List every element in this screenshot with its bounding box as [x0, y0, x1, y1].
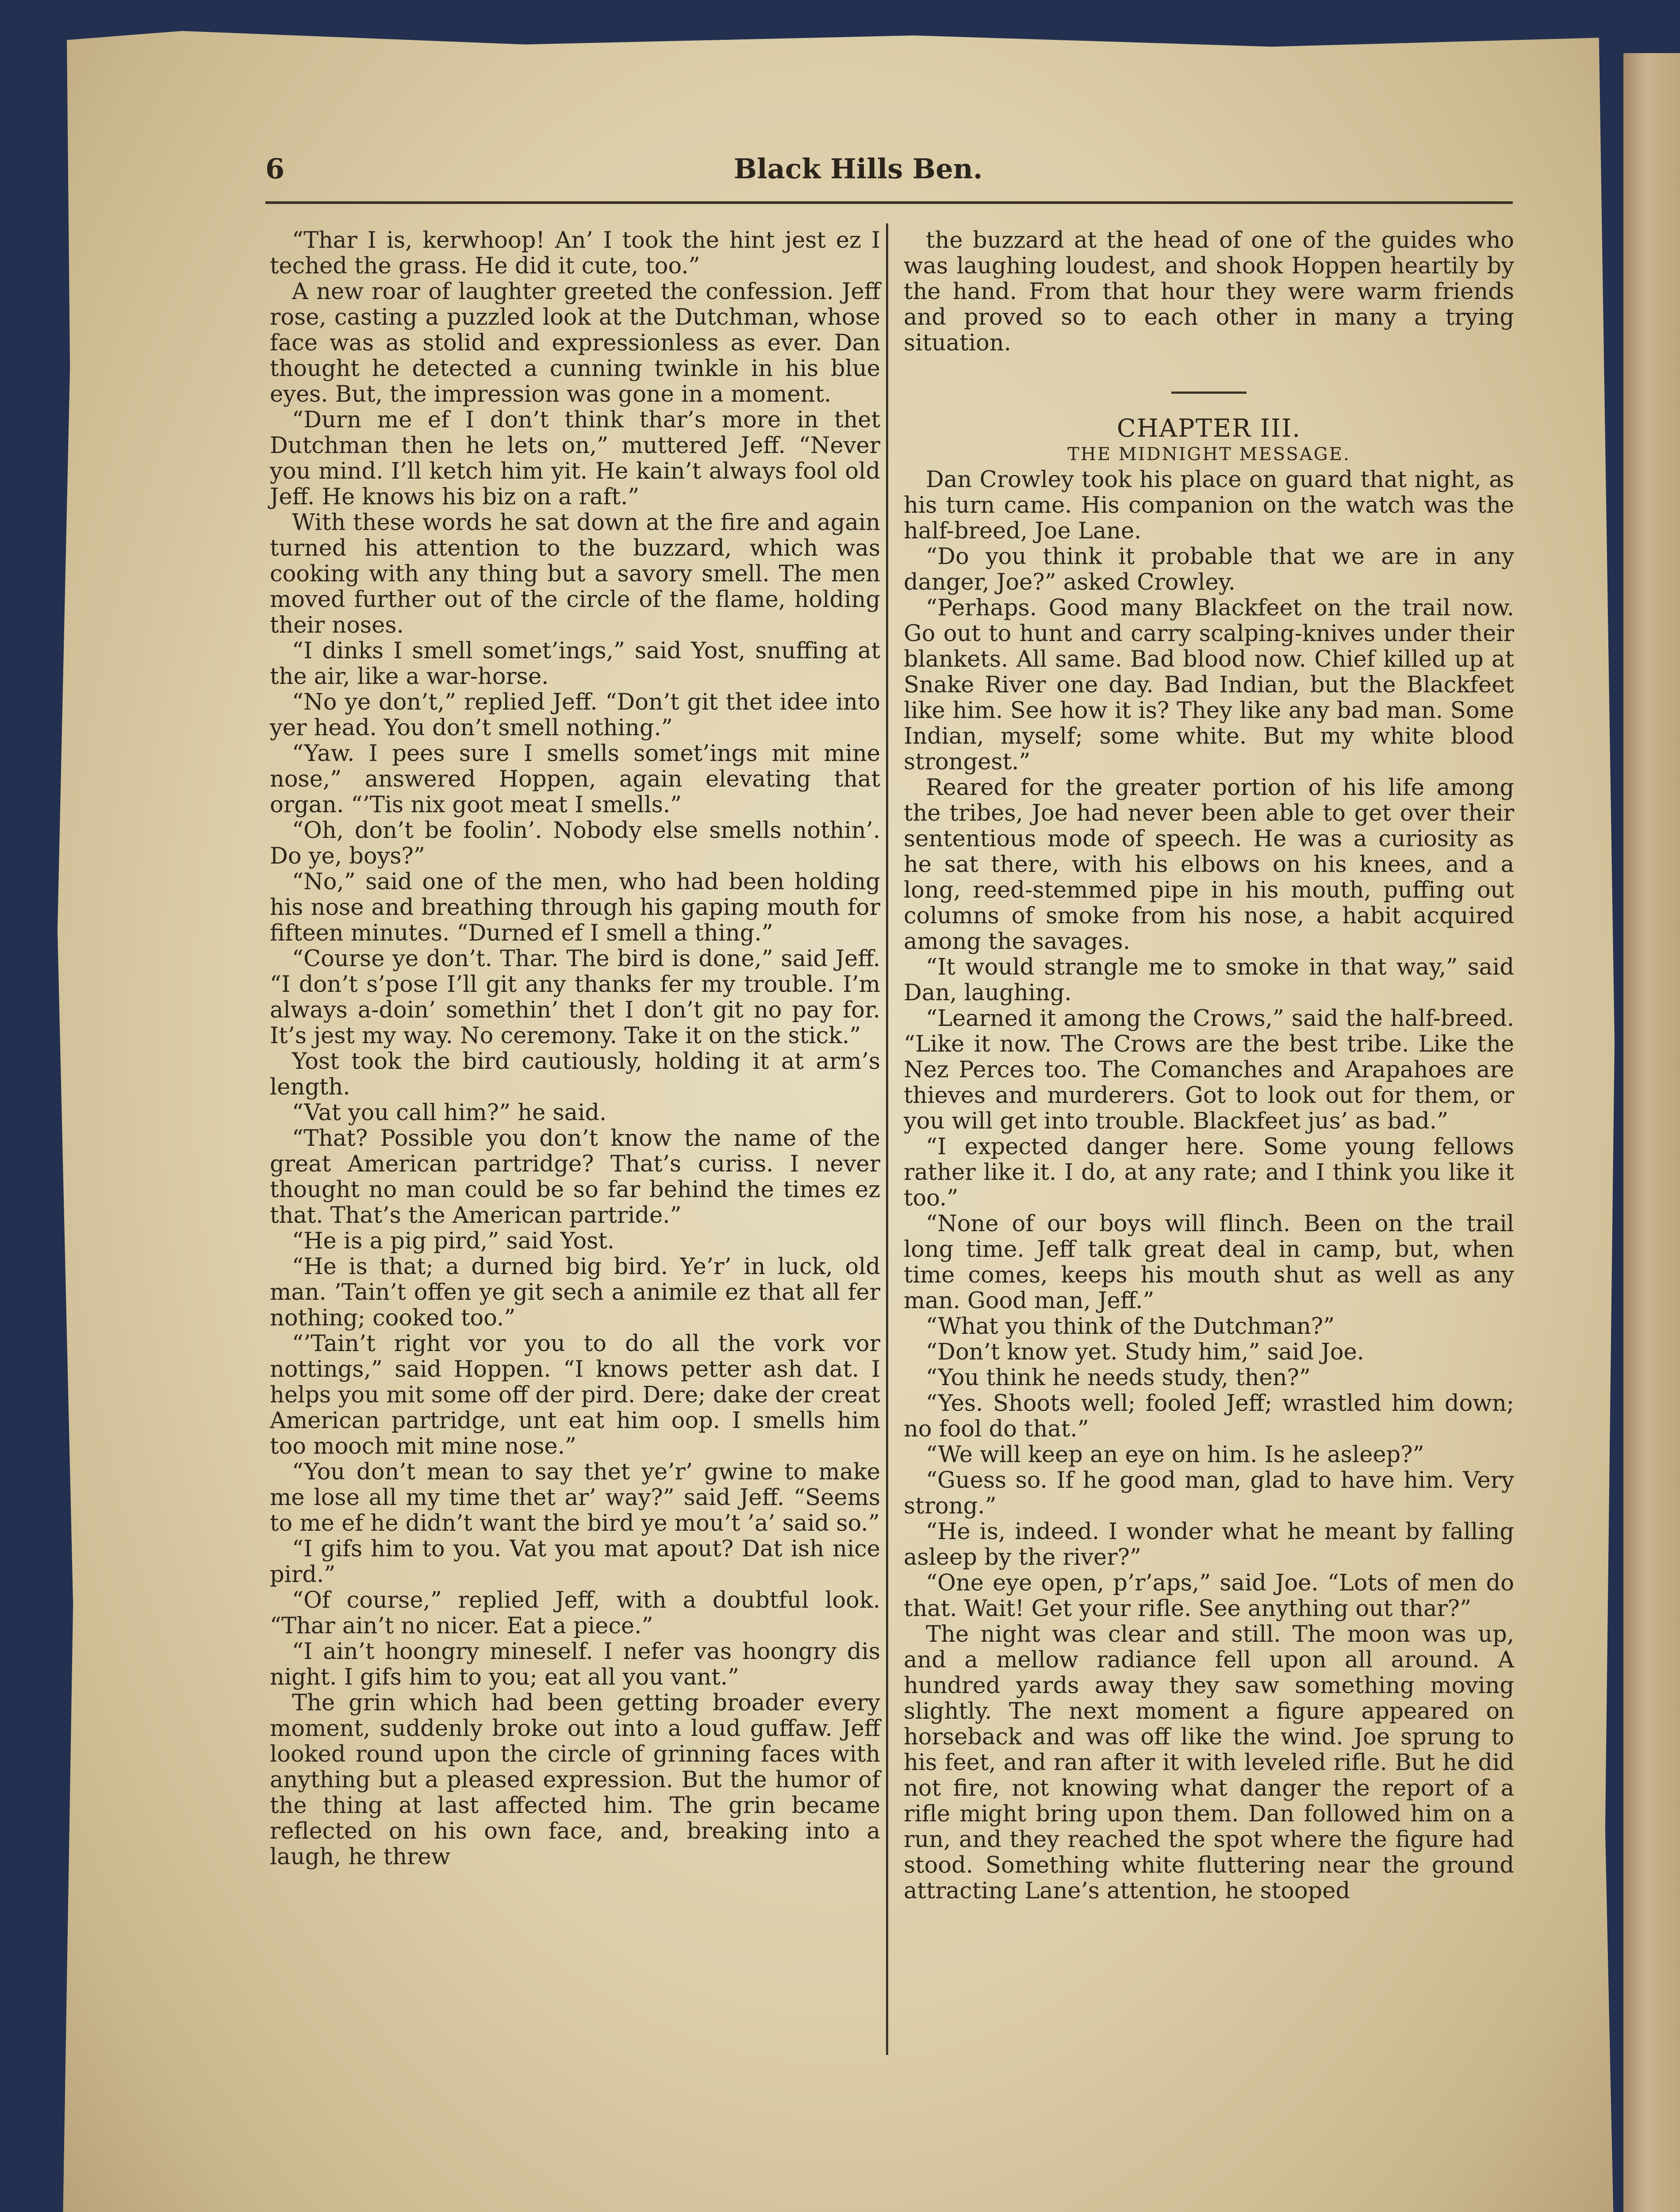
- paragraph: “What you think of the Dutchman?”: [926, 1313, 1335, 1340]
- paragraph: “Learned it among the Crows,” said the half-breed. “Like it now. The Crows are the best tribe. Like the Nez Perces too. The Comanches and Arapahoes are thieves and murderers. Got to look out for them, or you will get into trouble. Blackfeet jus’ as bad.”: [904, 1006, 1514, 1134]
- paragraph: “None of our boys will flinch. Been on the trail long time. Jeff talk great deal in camp, but, when time comes, keeps his mouth shut as well as any man. Good man, Jeff.”: [904, 1211, 1514, 1314]
- paragraph: “You don’t mean to say thet ye’r’ gwine to make me lose all my time thet ar’ way?” said Jeff. “Seems to me ef he didn’t want the bird ye mou’t ’a’ said so.”: [270, 1459, 880, 1536]
- paragraph: “I dinks I smell somet’ings,” said Yost, snuffing at the air, like a war-horse.: [270, 638, 880, 690]
- chapter-title: CHAPTER III.: [1116, 414, 1301, 443]
- paragraph: “He is that; a durned big bird. Ye’r’ in luck, old man. ’Tain’t offen ye git sech a animile ez that all fer nothing; cooked too.”: [270, 1254, 880, 1331]
- paragraph: “I gifs him to you. Vat you mat apout? Dat ish nice pird.”: [270, 1536, 880, 1588]
- paragraph: “’Tain’t right vor you to do all the vork vor nottings,” said Hoppen. “I knows petter ash dat. I helps you mit some off der pird. Dere; dake der creat American partridge, unt eat him oop. I smells him too mooch mit mine nose.”: [270, 1331, 880, 1459]
- paragraph: “You think he needs study, then?”: [926, 1365, 1311, 1391]
- page-header: [212, 153, 1504, 201]
- paragraph: “Don’t know yet. Study him,” said Joe.: [926, 1339, 1364, 1365]
- paragraph: The grin which had been getting broader every moment, suddenly broke out into a loud guffaw. Jeff looked round upon the circle of grinning faces with anything but a pleased expression. But the humor of the thing at last affected him. The grin became reflected on his own face, and, breaking into a laugh, he threw: [270, 1690, 880, 1870]
- paragraph: “Oh, don’t be foolin’. Nobody else smells nothin’. Do ye, boys?”: [270, 818, 880, 869]
- paragraph: “One eye open, p’r’aps,” said Joe. “Lots of men do that. Wait! Get your rifle. See anything out thar?”: [904, 1570, 1514, 1622]
- paragraph: “I expected danger here. Some young fellows rather like it. I do, at any rate; and I think you like it too.”: [904, 1134, 1514, 1211]
- paragraph: “Guess so. If he good man, glad to have him. Very strong.”: [904, 1467, 1514, 1519]
- left-column: [270, 228, 880, 1870]
- paragraph: The night was clear and still. The moon was up, and a mellow radiance fell upon all around. A hundred yards away they saw something moving slightly. The next moment a figure appeared on horseback and was off like the wind. Joe sprung to his feet, and ran after it with leveled rifle. But he did not fire, not knowing what danger the report of a rifle might bring upon them. Dan followed him on a run, and they reached the spot where the figure had stood. Something white fluttering near the ground attracting Lane’s attention, he stooped: [904, 1621, 1514, 1904]
- paragraph: “Durn me ef I don’t think thar’s more in thet Dutchman then he lets on,” muttered Jeff. “Never you mind. I’ll ketch him yit. He kain’t always fool old Jeff. He knows his biz on a raft.”: [270, 407, 880, 510]
- right-column: [904, 228, 1514, 1904]
- adjacent-page-edge: [1623, 53, 1680, 2212]
- paragraph: “Perhaps. Good many Blackfeet on the trail now. Go out to hunt and carry scalping-knives under their blankets. All same. Bad blood now. Chief killed up at Snake River one day. Bad Indian, but the Blackfeet like him. See how it is? They like any bad man. Some Indian, myself; some white. But my white blood strongest.”: [904, 595, 1514, 775]
- paragraph: “It would strangle me to smoke in that way,” said Dan, laughing.: [904, 954, 1514, 1006]
- column-divider: [886, 223, 888, 2055]
- page-number: 6: [265, 153, 285, 185]
- paragraph: “Course ye don’t. Thar. The bird is done,” said Jeff. “I don’t s’pose I’ll git any thanks fer my trouble. I’m always a-doin’ somethin’ thet I don’t git no pay for. It’s jest my way. No ceremony. Take it on the stick.”: [270, 946, 880, 1049]
- paragraph: “Yes. Shoots well; fooled Jeff; wrastled him down; no fool do that.”: [904, 1390, 1514, 1442]
- paragraph: Yost took the bird cautiously, holding it at arm’s length.: [270, 1048, 880, 1100]
- paragraph: the buzzard at the head of one of the guides who was laughing loudest, and shook Hoppen heartily by the hand. From that hour they were warm friends and proved so to each other in many a trying situation.: [904, 227, 1514, 356]
- paragraph: “He is, indeed. I wonder what he meant by falling asleep by the river?”: [904, 1519, 1514, 1571]
- paragraph: “I ain’t hoongry mineself. I nefer vas hoongry dis night. I gifs him to you; eat all you vant.”: [270, 1639, 880, 1690]
- paragraph: “No ye don’t,” replied Jeff. “Don’t git thet idee into yer head. You don’t smell nothing.”: [270, 689, 880, 741]
- paragraph: “We will keep an eye on him. Is he asleep?”: [926, 1442, 1424, 1468]
- paragraph: “Of course,” replied Jeff, with a doubtful look. “Thar ain’t no nicer. Eat a piece.”: [270, 1587, 880, 1639]
- paragraph: Dan Crowley took his place on guard that night, as his turn came. His companion on the watch was the half-breed, Joe Lane.: [904, 467, 1514, 544]
- paragraph: “Thar I is, kerwhoop! An’ I took the hint jest ez I teched the grass. He did it cute, too.”: [270, 227, 880, 279]
- paragraph: “Yaw. I pees sure I smells somet’ings mit mine nose,” answered Hoppen, again elevating that organ. “’Tis nix goot meat I smells.”: [270, 741, 880, 818]
- chapter-subtitle: THE MIDNIGHT MESSAGE.: [1067, 444, 1350, 465]
- paragraph: “Do you think it probable that we are in any danger, Joe?” asked Crowley.: [904, 544, 1514, 595]
- paragraph: “No,” said one of the men, who had been holding his nose and breathing through his gaping mouth for fifteen minutes. “Durned ef I smell a thing.”: [270, 869, 880, 946]
- paragraph: “That? Possible you don’t know the name of the great American partridge? That’s curiss. I never thought no man could be so far behind the times ez that. That’s the American partride.”: [270, 1125, 880, 1229]
- paragraph: “He is a pig pird,” said Yost.: [292, 1228, 615, 1254]
- header-rule: [265, 201, 1513, 204]
- paragraph: With these words he sat down at the fire and again turned his attention to the buzzard, which was cooking with any thing but a savory smell. The men moved further out of the circle of the flame, holding their noses.: [270, 510, 880, 638]
- paragraph: “Vat you call him?” he said.: [292, 1100, 607, 1126]
- paragraph: A new roar of laughter greeted the confession. Jeff rose, casting a puzzled look at the Dutchman, whose face was as stolid and expressionless as ever. Dan thought he detected a cunning twinkle in his blue eyes. But, the impression was gone in a moment.: [270, 279, 880, 407]
- paragraph: Reared for the greater portion of his life among the tribes, Joe had never been able to get over their sententious mode of speech. He was a curiosity as he sat there, with his elbows on his knees, and a long, reed-stemmed pipe in his mouth, puffing out columns of smoke from his nose, a habit acquired among the savages.: [904, 775, 1514, 955]
- chapter-rule: [1171, 392, 1247, 394]
- running-title: Black Hills Ben.: [733, 153, 983, 185]
